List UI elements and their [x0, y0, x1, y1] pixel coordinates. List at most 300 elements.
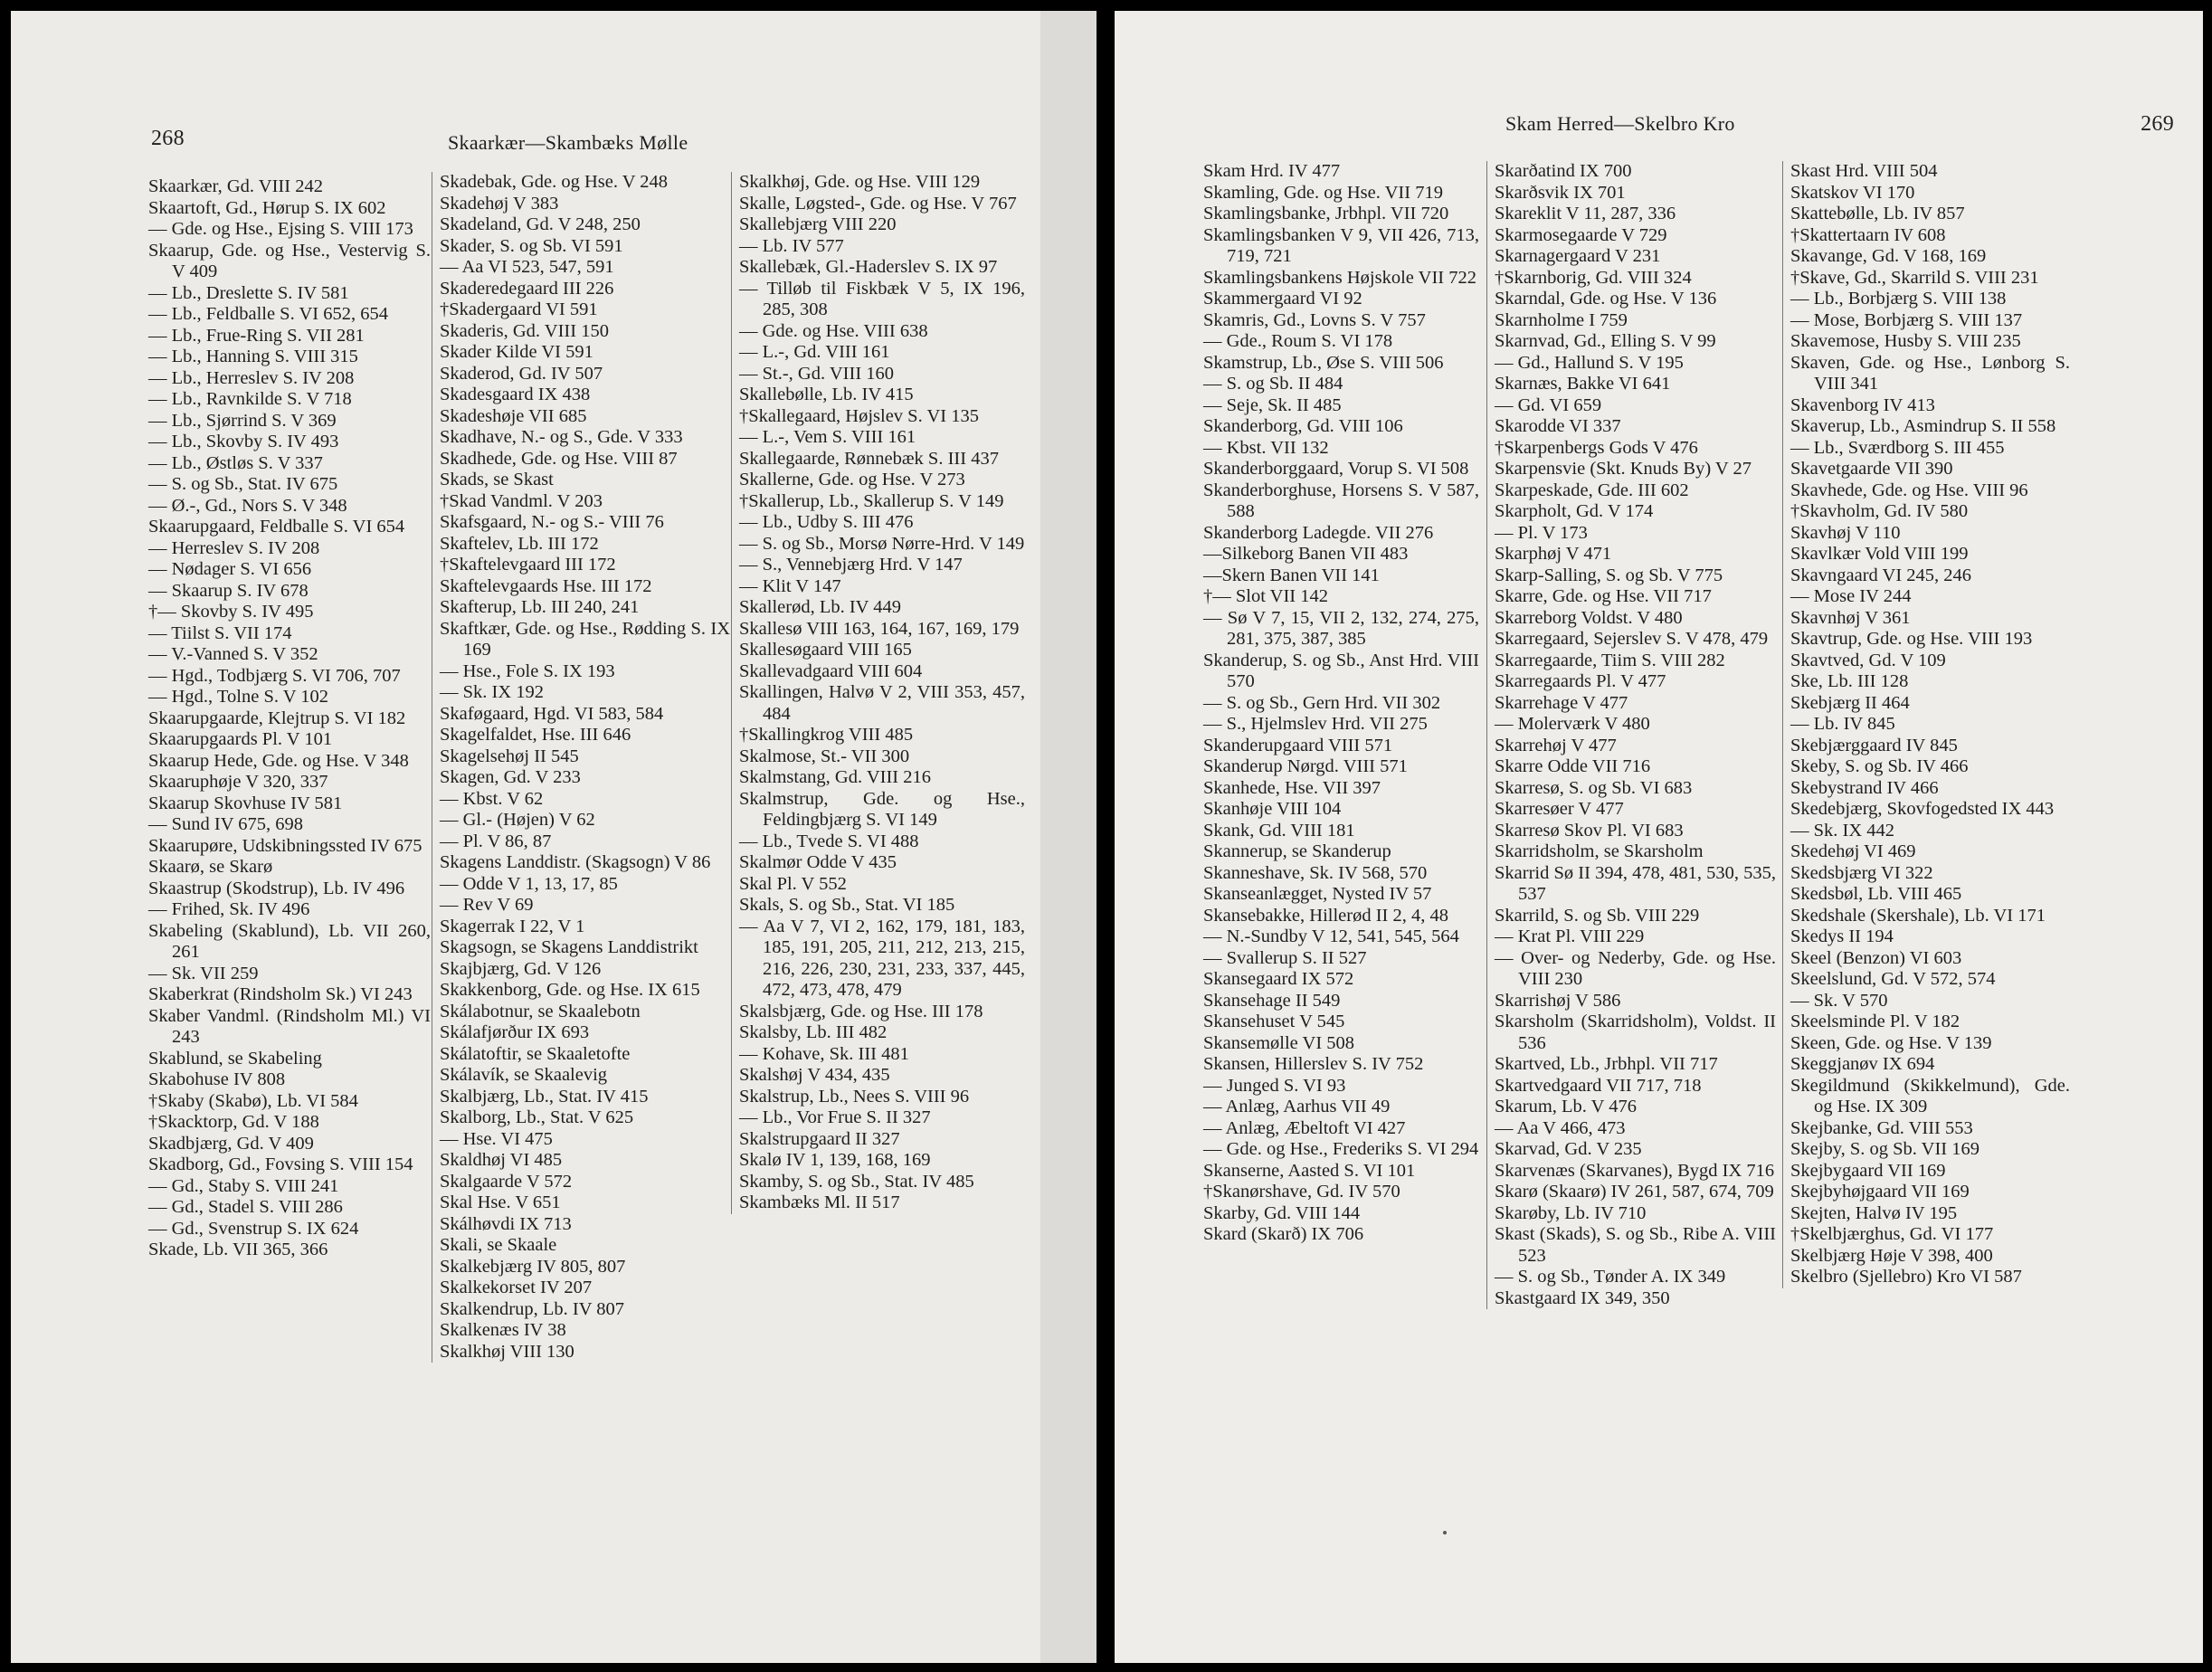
index-entry: Skallevadgaard VIII 604 [739, 660, 923, 681]
index-entry: Skaberkrat (Rindsholm Sk.) VI 243 [148, 984, 413, 1004]
index-entry: Skarnholme I 759 [1495, 309, 1628, 330]
index-entry: Skartved, Lb., Jrbhpl. VII 717 [1495, 1054, 1718, 1074]
index-entry: Skadehøj V 383 [440, 193, 559, 214]
index-entry: — Gd., Stadel S. VIII 286 [148, 1197, 343, 1217]
index-entry: Skaven, Gde. og Hse., Lønborg S. VIII 341 [1790, 352, 2070, 394]
index-entry: Skejby, S. og Sb. VII 169 [1790, 1139, 1980, 1159]
index-entry: Skarrild, S. og Sb. VIII 229 [1495, 905, 1700, 926]
index-entry: Skarpholt, Gd. V 174 [1495, 501, 1654, 521]
index-entry: †Skavholm, Gd. IV 580 [1790, 501, 1969, 521]
index-entry: Skablund, se Skabeling [148, 1048, 322, 1069]
index-entry: Skaarup, Gde. og Hse., Vestervig S. V 409 [148, 240, 431, 281]
index-entry: — Gde. og Hse. VIII 638 [739, 320, 928, 341]
index-entry: — Gd., Svenstrup S. IX 624 [148, 1218, 359, 1239]
left-page [11, 11, 1040, 1663]
index-entry: — S., Vennebjærg Hrd. V 147 [739, 555, 963, 575]
index-entry: †Skarnborig, Gd. VIII 324 [1495, 267, 1692, 288]
index-entry: Skeby, S. og Sb. IV 466 [1790, 756, 1969, 776]
index-entry: Skalkenæs IV 38 [440, 1320, 566, 1340]
index-entry: Skamlingsbanken V 9, VII 426, 713, 719, 721 [1203, 224, 1479, 266]
index-entry: — Tiilst S. VII 174 [148, 622, 292, 643]
index-entry: Skavngaard VI 245, 246 [1790, 565, 1972, 585]
index-entry: Skal Pl. V 552 [739, 873, 847, 894]
index-entry: Skagens Landdistr. (Skagsogn) V 86 [440, 852, 711, 872]
index-entry: Skanserne, Aasted S. VI 101 [1203, 1160, 1416, 1181]
index-entry: Skastgaard IX 349, 350 [1495, 1287, 1670, 1308]
index-entry: †Skallegaard, Højslev S. VI 135 [739, 405, 979, 426]
index-entry: Skamling, Gde. og Hse. VII 719 [1203, 182, 1443, 203]
index-entry: — Sund IV 675, 698 [148, 814, 304, 834]
index-entry: Skanderborggaard, Vorup S. VI 508 [1203, 459, 1469, 479]
index-entry: — S. og Sb., Gern Hrd. VII 302 [1203, 692, 1441, 713]
right-page-header [1115, 11, 2203, 165]
index-entry: Skallesø VIII 163, 164, 167, 169, 179 [739, 618, 1020, 639]
index-entry: Skaderedegaard III 226 [440, 278, 614, 299]
page-number: 269 [2141, 112, 2174, 136]
index-entry: Skalsby, Lb. III 482 [739, 1022, 888, 1042]
index-entry: Skarregaard, Sejerslev S. V 478, 479 [1495, 629, 1769, 649]
index-entry: — Mose, Borbjærg S. VIII 137 [1790, 309, 2023, 330]
index-entry: — Ø.-, Gd., Nors S. V 348 [148, 495, 347, 516]
index-entry: Skedebjærg, Skovfogedsted IX 443 [1790, 799, 2055, 819]
index-entry: †Skadergaard VI 591 [440, 299, 598, 319]
index-entry: — Lb., Sjørrind S. V 369 [148, 410, 337, 431]
index-entry: Skavnhøj V 361 [1790, 607, 1911, 628]
index-entry: — Pl. V 173 [1495, 522, 1588, 543]
index-entry: — Lb., Borbjærg S. VIII 138 [1790, 289, 2007, 309]
index-entry: Skadborg, Gd., Fovsing S. VIII 154 [148, 1154, 413, 1174]
index-entry: — Lb. IV 845 [1790, 714, 1895, 734]
index-entry: Skadeland, Gd. V 248, 250 [440, 214, 641, 234]
index-entry: Skanhøje VIII 104 [1203, 799, 1342, 819]
index-entry: — Hgd., Tolne S. V 102 [148, 687, 329, 707]
index-entry: Skálabotnur, se Skaalebotn [440, 1001, 641, 1021]
index-entry: Skalmstang, Gd. VIII 216 [739, 767, 932, 787]
index-entry: Skarvenæs (Skarvanes), Bygd IX 716 [1495, 1160, 1775, 1181]
index-entry: — Sk. IX 442 [1790, 820, 1895, 841]
index-entry: Skelbro (Sjellebro) Kro VI 587 [1790, 1267, 2022, 1287]
index-entry: Ske, Lb. III 128 [1790, 671, 1909, 691]
index-entry: — St.-, Gd. VIII 160 [739, 363, 895, 384]
index-entry: Skavhede, Gde. og Hse. VIII 96 [1790, 480, 2028, 500]
index-entry: Skalkhøj VIII 130 [440, 1341, 574, 1362]
index-entry: — N.-Sundby V 12, 541, 545, 564 [1203, 926, 1459, 946]
index-entry: Skarregaarde, Tiim S. VIII 282 [1495, 650, 1725, 670]
index-column [1486, 161, 1776, 1309]
index-entry: — Klit V 147 [739, 575, 841, 596]
index-entry: Skarridsholm, se Skarsholm [1495, 841, 1704, 861]
index-entry: Skavlkær Vold VIII 199 [1790, 544, 1969, 564]
index-entry: Skarp-Salling, S. og Sb. V 775 [1495, 565, 1723, 585]
book-gutter [1040, 11, 1097, 1663]
index-entry: Skálatoftir, se Skaaletofte [440, 1043, 631, 1064]
index-entry: Skard (Skarð) IX 706 [1203, 1224, 1364, 1244]
index-entry: Skarreborg Voldst. V 480 [1495, 607, 1683, 628]
index-entry: Skallebæk, Gl.-Haderslev S. IX 97 [739, 257, 998, 277]
index-entry: — Lb., Vor Frue S. II 327 [739, 1107, 931, 1127]
index-entry: Skalsbjærg, Gde. og Hse. III 178 [739, 1001, 983, 1021]
index-column [731, 172, 1025, 1214]
index-entry: Skarre, Gde. og Hse. VII 717 [1495, 586, 1712, 606]
index-entry: Skadebak, Gde. og Hse. V 248 [440, 172, 669, 192]
index-entry: Skallerød, Lb. IV 449 [739, 597, 901, 617]
index-entry: — Anlæg, Æbeltoft VI 427 [1203, 1117, 1406, 1138]
index-entry: Skaverup, Lb., Asmindrup S. II 558 [1790, 416, 2056, 436]
index-entry: — Rev V 69 [440, 895, 534, 915]
index-entry: Skaderod, Gd. IV 507 [440, 363, 603, 384]
index-column [148, 176, 431, 1261]
index-entry: †— Skovby S. IV 495 [148, 602, 314, 622]
index-entry: Skarby, Gd. VIII 144 [1203, 1202, 1361, 1223]
index-entry: — Odde V 1, 13, 17, 85 [440, 873, 618, 894]
index-entry: Skallerne, Gde. og Hse. V 273 [739, 470, 965, 489]
index-entry: — Kbst. V 62 [440, 788, 544, 809]
index-entry: Skeggjanøv IX 694 [1790, 1054, 1935, 1074]
index-entry: Skaarupgaard, Feldballe S. VI 654 [148, 517, 405, 537]
index-entry: — Kohave, Sk. III 481 [739, 1043, 909, 1064]
index-entry: — Gde. og Hse., Frederiks S. VI 294 [1203, 1139, 1479, 1159]
index-entry: — Lb., Feldballe S. VI 652, 654 [148, 304, 388, 324]
index-entry: Skafsgaard, N.- og S.- VIII 76 [440, 512, 664, 532]
index-entry: Skanderup, S. og Sb., Anst Hrd. VIII 570 [1203, 650, 1479, 691]
index-entry: — Sø V 7, 15, VII 2, 132, 274, 275, 281, 375, 387, 385 [1203, 607, 1479, 649]
index-entry: Skaartoft, Gd., Hørup S. IX 602 [148, 197, 386, 218]
index-entry: Skarresøer V 477 [1495, 799, 1624, 819]
index-entry: Skabohuse IV 808 [148, 1069, 286, 1089]
index-entry: Skalkekorset IV 207 [440, 1278, 593, 1297]
index-entry: Skelbjærg Høje V 398, 400 [1790, 1245, 1993, 1266]
index-entry: Skalkhøj, Gde. og Hse. VIII 129 [739, 172, 981, 192]
index-entry: Skagelfaldet, Hse. III 646 [440, 725, 631, 745]
index-entry: Skaarup Hede, Gde. og Hse. V 348 [148, 750, 409, 771]
index-entry: — V.-Vanned S. V 352 [148, 644, 318, 664]
index-entry: Skattebølle, Lb. IV 857 [1790, 204, 1965, 223]
index-entry: Skalø IV 1, 139, 168, 169 [739, 1150, 931, 1170]
index-entry: Skaarkær, Gd. VIII 242 [148, 176, 323, 196]
index-entry: †Skaby (Skabø), Lb. VI 584 [148, 1090, 358, 1111]
index-entry: — L.-, Vem S. VIII 161 [739, 427, 916, 447]
index-entry: Skejbyhøjgaard VII 169 [1790, 1182, 1970, 1202]
index-entry: Skarregaards Pl. V 477 [1495, 671, 1666, 691]
index-entry: Skadhede, Gde. og Hse. VIII 87 [440, 448, 678, 469]
index-entry: Skank, Gd. VIII 181 [1203, 820, 1355, 841]
index-entry: Skal Hse. V 651 [440, 1192, 561, 1212]
left-page-header [11, 11, 1040, 165]
index-entry: Skálavík, se Skaalevig [440, 1065, 608, 1085]
index-entry: Skabeling (Skablund), Lb. VII 260, 261 [148, 920, 431, 962]
index-entry: †Skallingkrog VIII 485 [739, 725, 914, 745]
index-entry: —Silkeborg Banen VII 483 [1203, 544, 1409, 564]
index-entry: †Skattertaarn IV 608 [1790, 224, 1946, 245]
index-entry: — S. og Sb., Morsø Nørre-Hrd. V 149 [739, 533, 1025, 554]
index-entry: Skarøby, Lb. IV 710 [1495, 1202, 1647, 1223]
index-entry: — Lb., Dreslette S. IV 581 [148, 282, 349, 303]
index-entry: Skegildmund (Skikkelmund), Gde. og Hse. IX 309 [1790, 1075, 2070, 1116]
index-entry: Skalkendrup, Lb. IV 807 [440, 1298, 625, 1319]
index-entry: Skedsbjærg VI 322 [1790, 862, 1933, 883]
index-entry: †Skelbjærghus, Gd. VI 177 [1790, 1224, 1994, 1244]
index-entry: Skavhøj V 110 [1790, 522, 1901, 543]
index-entry: Skarnagergaard V 231 [1495, 246, 1661, 266]
index-entry: — Aa V 466, 473 [1495, 1117, 1626, 1138]
index-entry: Skaldhøj VI 485 [440, 1150, 563, 1170]
index-entry: Skadesgaard IX 438 [440, 385, 591, 404]
index-entry: —Skern Banen VII 141 [1203, 565, 1380, 585]
index-entry: Skarnæs, Bakke VI 641 [1495, 374, 1671, 394]
index-entry: Skallebjærg VIII 220 [739, 214, 897, 234]
index-entry: Skast Hrd. VIII 504 [1790, 161, 1938, 181]
index-entry: Skarrid Sø II 394, 478, 481, 530, 535, 537 [1495, 862, 1776, 904]
index-entry: Skanderborghuse, Horsens S. V 587, 588 [1203, 480, 1479, 521]
index-entry: Skeel (Benzon) VI 603 [1790, 947, 1962, 968]
print-speck [1443, 1531, 1447, 1534]
index-entry: Skavtrup, Gde. og Hse. VIII 193 [1790, 629, 2033, 649]
index-entry: †Skaftelevgaard III 172 [440, 555, 616, 575]
index-entry: Skarresø, S. og Sb. VI 683 [1495, 777, 1693, 798]
index-entry: — S., Hjelmslev Hrd. VII 275 [1203, 714, 1428, 734]
index-entry: Skalmstrup, Gde. og Hse., Feldingbjærg S. VI 149 [739, 788, 1025, 830]
index-entry: — L.-, Gd. VIII 161 [739, 342, 890, 362]
index-entry: Skejbanke, Gd. VIII 553 [1790, 1117, 1973, 1138]
index-entry: †Skacktorp, Gd. V 188 [148, 1112, 319, 1132]
index-entry: — Molerværk V 480 [1495, 714, 1650, 734]
index-entry: — Lb., Tvede S. VI 488 [739, 831, 919, 851]
index-entry: Skadeshøje VII 685 [440, 405, 587, 426]
index-entry: Skadhave, N.- og S., Gde. V 333 [440, 427, 683, 447]
index-entry: Skejbygaard VII 169 [1790, 1160, 1946, 1181]
index-entry: Skaftkær, Gde. og Hse., Rødding S. IX 169 [440, 618, 730, 660]
index-entry: — Skaarup S. IV 678 [148, 580, 309, 601]
index-entry: Skalmør Odde V 435 [739, 852, 897, 872]
index-entry: Skannerup, se Skanderup [1203, 841, 1391, 861]
index-entry: Skagen, Gd. V 233 [440, 767, 581, 787]
index-entry: Skalborg, Lb., Stat. V 625 [440, 1107, 634, 1127]
index-entry: Skagelsehøj II 545 [440, 746, 579, 766]
index-entry: Skast (Skads), S. og Sb., Ribe A. VIII 523 [1495, 1224, 1776, 1266]
index-entry: — Mose IV 244 [1790, 586, 1912, 606]
running-head: Skam Herred—Skelbro Kro [1505, 112, 1735, 135]
index-entry: Skedshale (Skershale), Lb. VI 171 [1790, 905, 2046, 926]
index-entry: Skedys II 194 [1790, 926, 1894, 946]
index-entry: — Svallerup S. II 527 [1203, 947, 1367, 968]
index-entry: Skads, se Skast [440, 470, 554, 489]
index-entry: — Herreslev S. IV 208 [148, 537, 320, 558]
index-entry: — Krat Pl. VIII 229 [1495, 926, 1645, 946]
index-entry: Skallingen, Halvø V 2, VIII 353, 457, 484 [739, 682, 1025, 724]
index-entry: — S. og Sb., Tønder A. IX 349 [1495, 1267, 1726, 1287]
index-entry: Skansegaard IX 572 [1203, 969, 1354, 989]
page-number: 268 [151, 127, 185, 150]
index-entry: Skaarupgaards Pl. V 101 [148, 729, 333, 749]
index-entry: Skanseanlægget, Nysted IV 57 [1203, 884, 1432, 904]
index-entry: Skartvedgaard VII 717, 718 [1495, 1075, 1702, 1096]
index-entry: — Sk. IX 192 [440, 682, 545, 702]
index-entry: †Skave, Gd., Skarrild S. VIII 231 [1790, 267, 2039, 288]
index-entry: — Lb., Udby S. III 476 [739, 512, 914, 532]
index-entry: Skansebakke, Hillerød II 2, 4, 48 [1203, 905, 1448, 926]
index-entry: Skajbjærg, Gd. V 126 [440, 958, 602, 979]
index-entry: Skalgaarde V 572 [440, 1171, 573, 1192]
index-entry: Skambæks Ml. II 517 [739, 1192, 900, 1212]
index-entry: — Anlæg, Aarhus VII 49 [1203, 1097, 1391, 1116]
index-entry: Skam Hrd. IV 477 [1203, 161, 1341, 181]
index-entry: — Junged S. VI 93 [1203, 1075, 1346, 1096]
index-entry: Skarphøj V 471 [1495, 544, 1612, 564]
index-entry: Skarpensvie (Skt. Knuds By) V 27 [1495, 459, 1752, 479]
index-entry: — Tilløb til Fiskbæk V 5, IX 196, 285, 308 [739, 278, 1025, 319]
index-entry: Skafterup, Lb. III 240, 241 [440, 597, 640, 617]
index-entry: Skaber Vandml. (Rindsholm Ml.) VI 243 [148, 1005, 431, 1047]
index-entry: Skarrishøj V 586 [1495, 990, 1621, 1011]
index-entry: Skanhede, Hse. VII 397 [1203, 777, 1381, 798]
index-entry: Skarndal, Gde. og Hse. V 136 [1495, 289, 1717, 309]
index-entry: Skanderup Nørgd. VIII 571 [1203, 756, 1408, 776]
index-entry: Skaaruphøje V 320, 337 [148, 772, 328, 792]
index-entry: Skarodde VI 337 [1495, 416, 1621, 436]
index-entry: Skalkebjærg IV 805, 807 [440, 1256, 626, 1277]
index-entry: Skavetgaarde VII 390 [1790, 459, 1953, 479]
index-entry: — Frihed, Sk. IV 496 [148, 899, 310, 919]
index-entry: Skeen, Gde. og Hse. V 139 [1790, 1032, 1992, 1053]
index-entry: Skaarup Skovhuse IV 581 [148, 793, 343, 813]
index-entry: — Gde. og Hse., Ejsing S. VIII 173 [148, 219, 413, 239]
index-entry: Skarum, Lb. V 476 [1495, 1097, 1637, 1116]
index-entry: Skammergaard VI 92 [1203, 289, 1362, 309]
index-entry: Skálafjørður IX 693 [440, 1022, 590, 1042]
index-entry: Skanderupgaard VIII 571 [1203, 735, 1393, 755]
index-entry: — S. og Sb., Stat. IV 675 [148, 474, 338, 494]
index-entry: Skansen, Hillerslev S. IV 752 [1203, 1054, 1424, 1074]
index-entry: †Skarpenbergs Gods V 476 [1495, 437, 1698, 458]
index-entry: Skalshøj V 434, 435 [739, 1065, 890, 1085]
index-entry: Skaderis, Gd. VIII 150 [440, 320, 609, 341]
index-entry: Skeelsminde Pl. V 182 [1790, 1012, 1960, 1031]
index-entry: Skavemose, Husby S. VIII 235 [1790, 331, 2021, 351]
index-entry: — Kbst. VII 132 [1203, 437, 1329, 458]
index-entry: — Lb., Skovby S. IV 493 [148, 432, 339, 451]
index-entry: — Sk. V 570 [1790, 990, 1888, 1011]
index-entry: Skarnvad, Gd., Elling S. V 99 [1495, 331, 1716, 351]
index-entry: Skareklit V 11, 287, 336 [1495, 204, 1676, 223]
index-entry: Skarre Odde VII 716 [1495, 756, 1651, 776]
index-entry: — Gd., Hallund S. V 195 [1495, 352, 1684, 373]
index-entry: Skedehøj VI 469 [1790, 841, 1916, 861]
index-entry: Skali, se Skaale [440, 1235, 557, 1255]
index-entry: Skamstrup, Lb., Øse S. VIII 506 [1203, 352, 1444, 373]
index-entry: Skaastrup (Skodstrup), Lb. IV 496 [148, 878, 405, 898]
index-entry: — Gde., Roum S. VI 178 [1203, 331, 1393, 351]
index-entry: Skanderborg Ladegde. VII 276 [1203, 522, 1434, 543]
book-gutter-shadow [1097, 11, 1115, 1663]
index-entry: Skamris, Gd., Lovns S. V 757 [1203, 309, 1426, 330]
index-entry: Skamlingsbanke, Jrbhpl. VII 720 [1203, 204, 1449, 223]
index-entry: Skagsogn, se Skagens Landdistrikt [440, 937, 698, 957]
index-entry: Skarresø Skov Pl. VI 683 [1495, 820, 1684, 841]
index-entry: — Aa V 7, VI 2, 162, 179, 181, 183, 185, 191, 205, 211, 212, 213, 215, 216, 226, 230, 231, 233, 337, 445, 472, 473, 478, 479 [739, 916, 1025, 1000]
index-entry: Skaføgaard, Hgd. VI 583, 584 [440, 703, 664, 724]
index-entry: — Pl. V 86, 87 [440, 831, 552, 851]
index-entry: Skarø (Skaarø) IV 261, 587, 674, 709 [1495, 1182, 1774, 1202]
index-entry: †Skallerup, Lb., Skallerup S. V 149 [739, 490, 1004, 511]
index-entry: Skader, S. og Sb. VI 591 [440, 235, 623, 256]
index-entry: Skallebølle, Lb. IV 415 [739, 385, 914, 404]
index-entry: — S. og Sb. II 484 [1203, 374, 1343, 394]
index-entry: — Hse., Fole S. IX 193 [440, 660, 615, 681]
index-entry: — Gl.- (Højen) V 62 [440, 810, 595, 830]
index-entry: Skarpeskade, Gde. III 602 [1495, 480, 1689, 500]
index-entry: — Over- og Nederby, Gde. og Hse. VIII 230 [1495, 947, 1776, 989]
index-entry: — Hse. VI 475 [440, 1128, 553, 1149]
index-entry: — Gd., Staby S. VIII 241 [148, 1175, 339, 1196]
index-entry: Skamlingsbankens Højskole VII 722 [1203, 267, 1476, 288]
index-entry: — Gd. VI 659 [1495, 394, 1602, 415]
index-entry: Skebystrand IV 466 [1790, 777, 1939, 798]
index-entry: — Seje, Sk. II 485 [1203, 394, 1342, 415]
index-entry: Skatskov VI 170 [1790, 182, 1915, 203]
index-entry: — Lb., Ravnkilde S. V 718 [148, 389, 352, 409]
index-entry: Skallesøgaard VIII 165 [739, 640, 912, 660]
right-page [1115, 11, 2203, 1663]
index-entry: Skarðatind IX 700 [1495, 161, 1632, 181]
index-entry: — Lb., Østløs S. V 337 [148, 452, 323, 473]
index-entry: Skebjærg II 464 [1790, 692, 1910, 713]
index-entry: Skejten, Halvø IV 195 [1790, 1202, 1958, 1223]
index-entry: Skadbjærg, Gd. V 409 [148, 1133, 314, 1154]
index-entry: Skavenborg IV 413 [1790, 394, 1935, 415]
index-entry: Skanneshave, Sk. IV 568, 570 [1203, 862, 1428, 883]
index-entry: Skarmosegaarde V 729 [1495, 224, 1667, 245]
index-entry: Skaftelev, Lb. III 172 [440, 533, 599, 554]
index-entry: Skalbjærg, Lb., Stat. IV 415 [440, 1086, 649, 1107]
index-entry: Skaarupøre, Udskibningssted IV 675 [148, 835, 422, 856]
index-entry: Skansehuset V 545 [1203, 1012, 1345, 1031]
index-entry: †— Slot VII 142 [1203, 586, 1329, 606]
index-entry: Skarrehøj V 477 [1495, 735, 1617, 755]
index-entry: Skallegaarde, Rønnebæk S. III 437 [739, 448, 999, 469]
index-entry: Skansehage II 549 [1203, 990, 1341, 1011]
index-entry: Skedsbøl, Lb. VIII 465 [1790, 884, 1962, 904]
index-entry: Skade, Lb. VII 365, 366 [148, 1240, 328, 1259]
index-column [1203, 161, 1479, 1246]
index-entry: Skeelslund, Gd. V 572, 574 [1790, 969, 1996, 989]
index-column [432, 172, 730, 1363]
index-entry: Skaarupgaarde, Klejtrup S. VI 182 [148, 708, 406, 728]
index-entry: Skader Kilde VI 591 [440, 342, 593, 362]
index-entry: Skansemølle VI 508 [1203, 1032, 1355, 1053]
index-entry: †Skanørshave, Gd. IV 570 [1203, 1182, 1400, 1202]
index-entry: Skaarø, se Skarø [148, 857, 273, 877]
index-entry: Skagerrak I 22, V 1 [440, 916, 585, 936]
index-entry: — Lb. IV 577 [739, 235, 844, 256]
index-entry: Skarrehage V 477 [1495, 692, 1628, 713]
index-entry: — Nødager S. VI 656 [148, 559, 312, 579]
index-entry: Skals, S. og Sb., Stat. VI 185 [739, 895, 955, 915]
index-entry: †Skad Vandml. V 203 [440, 490, 603, 511]
index-entry: — Lb., Frue-Ring S. VII 281 [148, 325, 365, 346]
index-entry: — Hgd., Todbjærg S. VI 706, 707 [148, 665, 401, 686]
index-entry: Skarsholm (Skarridsholm), Voldst. II 536 [1495, 1012, 1776, 1053]
index-entry: Skálhøvdi IX 713 [440, 1213, 572, 1234]
index-entry: Skavange, Gd. V 168, 169 [1790, 246, 1987, 266]
index-entry: Skamby, S. og Sb., Stat. IV 485 [739, 1171, 974, 1192]
index-entry: Skaftelevgaards Hse. III 172 [440, 575, 652, 596]
index-entry: — Lb., Hanning S. VIII 315 [148, 347, 358, 366]
index-entry: Skalle, Løgsted-, Gde. og Hse. V 767 [739, 193, 1017, 214]
index-entry: Skavtved, Gd. V 109 [1790, 650, 1946, 670]
index-entry: Skakkenborg, Gde. og Hse. IX 615 [440, 980, 700, 1000]
index-entry: — Lb., Herreslev S. IV 208 [148, 367, 355, 388]
index-entry: — Lb., Sværdborg S. III 455 [1790, 437, 2005, 458]
